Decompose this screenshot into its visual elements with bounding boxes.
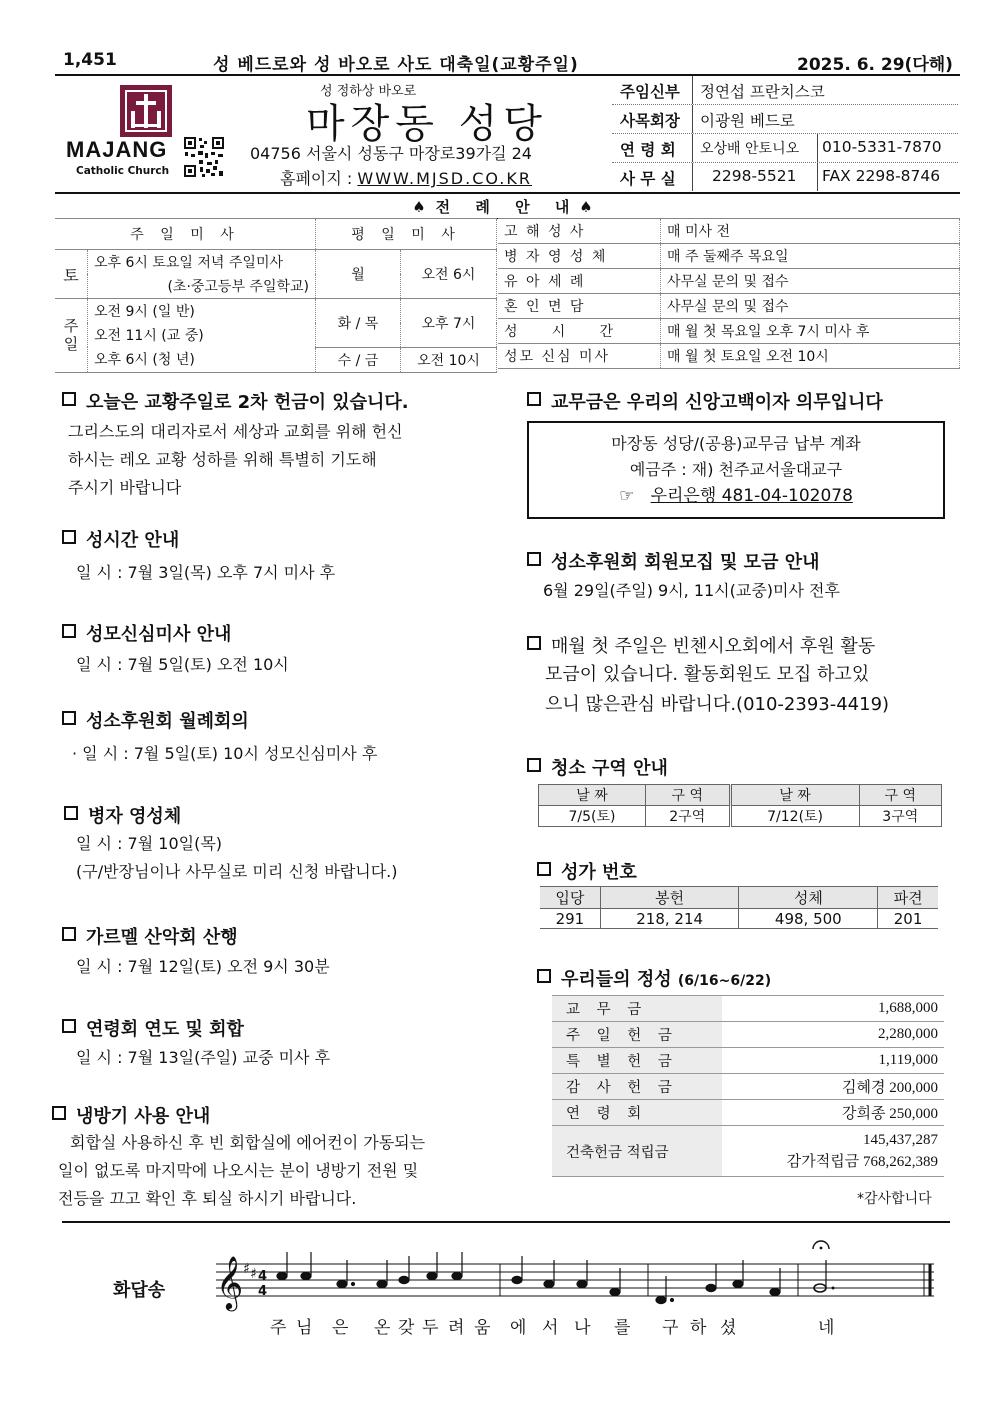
lyric-syllable: 움 bbox=[474, 1318, 491, 1338]
sunday-mass-header: 주 일 미 사 bbox=[55, 219, 316, 250]
church-logo bbox=[120, 85, 172, 137]
lyric-syllable: 셨 bbox=[720, 1318, 737, 1338]
saturday-label: 토 bbox=[55, 250, 88, 299]
lyric-syllable: 두 bbox=[422, 1318, 439, 1338]
mass-schedule-table bbox=[55, 218, 497, 373]
sacrament-name: 성 시 간 bbox=[498, 319, 661, 344]
saturday-mass: 오후 6시 토요일 저녁 주일미사 bbox=[88, 250, 316, 275]
thanks-note: *감사합니다 bbox=[857, 1191, 932, 1207]
svg-text:4: 4 bbox=[258, 1269, 268, 1284]
section-heading: 매월 첫 주일은 빈첸시오회에서 후원 활동 bbox=[527, 632, 875, 658]
section-heading: 성소후원회 월례회의 bbox=[62, 707, 249, 733]
liturgy-title-bar bbox=[55, 192, 960, 219]
staff-row bbox=[612, 105, 958, 134]
qr-code-icon[interactable] bbox=[183, 136, 225, 178]
music-score bbox=[212, 1240, 937, 1315]
staff-value: 이광원 베드로 bbox=[700, 112, 795, 130]
section-heading: 가르멜 산악회 산행 bbox=[62, 923, 238, 949]
section-heading: 성소후원회 회원모집 및 모금 안내 bbox=[527, 548, 820, 574]
section-body: 일 시 : 7월 5일(토) 오전 10시 bbox=[76, 655, 289, 674]
section-heading: 병자 영성체 bbox=[64, 802, 181, 828]
lyric-syllable: 은 bbox=[332, 1318, 349, 1338]
offering-amount: 2,280,000 bbox=[722, 1022, 944, 1048]
sacrament-info: 매 주 둘째주 목요일 bbox=[661, 244, 960, 269]
lyric-syllable: 를 bbox=[614, 1318, 631, 1338]
cleaning-table bbox=[538, 784, 942, 827]
staff-label: 사 무 실 bbox=[620, 170, 676, 188]
lyric-syllable: 네 bbox=[818, 1318, 835, 1338]
hymn-head: 입당 bbox=[540, 887, 600, 909]
account-box bbox=[527, 421, 945, 519]
section-body: 일 시 : 7월 3일(목) 오후 7시 미사 후 bbox=[76, 563, 336, 582]
svg-text:4: 4 bbox=[258, 1284, 268, 1299]
homepage-link[interactable]: WWW.MJSD.CO.KR bbox=[357, 169, 532, 188]
offering-type: 특 별 헌 금 bbox=[552, 1048, 722, 1074]
offering-amount: 1,119,000 bbox=[722, 1048, 944, 1074]
homepage-label: 홈페이지 : bbox=[280, 169, 358, 188]
section-heading: 성시간 안내 bbox=[62, 526, 179, 552]
sunday-label: 주일 bbox=[55, 299, 88, 373]
sunday-mass: 오전 9시 (일 반) bbox=[88, 299, 316, 324]
hymn-number: 218, 214 bbox=[600, 909, 739, 929]
staff-label: 사목회장 bbox=[620, 112, 680, 130]
top-bar bbox=[55, 50, 960, 74]
svg-text:♯: ♯ bbox=[243, 1261, 250, 1277]
sacrament-info: 매 월 첫 목요일 오후 7시 미사 후 bbox=[661, 319, 960, 344]
cleaning-head: 날 짜 bbox=[539, 785, 646, 806]
cleaning-head: 날 짜 bbox=[730, 785, 859, 806]
church-address: 04756 서울시 성동구 마장로39가길 24 bbox=[250, 144, 532, 163]
staff-info bbox=[612, 76, 958, 191]
lyric-syllable: 서 bbox=[542, 1318, 559, 1338]
staff-fax: FAX 2298-8746 bbox=[822, 167, 941, 185]
offering-amount: 1,688,000 bbox=[722, 996, 944, 1022]
brand-name: MAJANG bbox=[66, 137, 168, 162]
offering-amount: 김혜경 200,000 bbox=[722, 1074, 944, 1100]
section-heading: 연령회 연도 및 회합 bbox=[62, 1015, 244, 1041]
section-body: 일 시 : 7월 12일(토) 오전 9시 30분 bbox=[76, 957, 330, 976]
section-body: 일 시 : 7월 13일(주일) 교중 미사 후 bbox=[76, 1048, 331, 1067]
staff-value: 정연섭 프란치스코 bbox=[700, 83, 825, 101]
section-body: 6월 29일(주일) 9시, 11시(교중)미사 전후 bbox=[543, 581, 840, 600]
lyric-syllable: 나 bbox=[574, 1318, 591, 1338]
staff-phone: 010-5331-7870 bbox=[822, 138, 942, 156]
staff-row bbox=[612, 76, 958, 105]
offering-type: 교 무 금 bbox=[552, 996, 722, 1022]
cleaning-cell: 2구역 bbox=[645, 806, 730, 827]
lyric-syllable: 구 bbox=[662, 1318, 679, 1338]
offering-type: 주 일 헌 금 bbox=[552, 1022, 722, 1048]
section-body: 회합실 사용하신 후 빈 회합실에 에어컨이 가동되는 일이 없도록 마지막에 나오시는 분이 냉방기 전원 및 전등을 끄고 확인 후 퇴실 하시기 바랍니다. bbox=[58, 1133, 426, 1208]
sunday-mass: 오전 11시 (교 중) bbox=[88, 323, 316, 347]
sacrament-table bbox=[498, 218, 960, 369]
cleaning-head: 구 역 bbox=[859, 785, 941, 806]
saturday-mass-note: (초·중고등부 주일학교) bbox=[88, 274, 316, 299]
building-fund-label: 건축헌금 적립금 bbox=[552, 1126, 722, 1177]
cleaning-cell: 7/12(토) bbox=[730, 806, 859, 827]
section-body: 모금이 있습니다. 활동회원도 모집 하고있 으니 많은관심 바랍니다.(010-2393-4419) bbox=[545, 664, 890, 715]
lyric-syllable: 려 bbox=[448, 1318, 465, 1338]
hymn-table bbox=[540, 886, 938, 929]
weekday-mass-header: 평 일 미 사 bbox=[316, 219, 497, 250]
section-heading: 냉방기 사용 안내 bbox=[52, 1102, 210, 1128]
staff-row bbox=[612, 134, 958, 163]
section-heading: 교무금은 우리의 신앙고백이자 의무입니다 bbox=[527, 388, 883, 414]
weekday-wed-time: 오전 10시 bbox=[401, 347, 497, 372]
lyric-syllable: 에 bbox=[510, 1318, 527, 1338]
sacrament-name: 유 아 세 례 bbox=[498, 269, 661, 294]
svg-text:𝄞: 𝄞 bbox=[216, 1255, 244, 1309]
cleaning-cell: 3구역 bbox=[859, 806, 941, 827]
staff-label: 연 령 회 bbox=[620, 141, 676, 159]
hymn-head: 봉헌 bbox=[600, 887, 739, 909]
hymn-number: 498, 500 bbox=[739, 909, 878, 929]
section-heading: 성모신심미사 안내 bbox=[62, 620, 231, 646]
staff-row bbox=[612, 163, 958, 191]
section-heading: 성가 번호 bbox=[537, 858, 637, 884]
hymn-head: 성체 bbox=[739, 887, 878, 909]
account-holder: 예금주 : 재) 천주교서울대교구 bbox=[629, 460, 843, 479]
lyric-syllable: 갖 bbox=[398, 1318, 415, 1338]
staff-value: 2298-5521 bbox=[712, 167, 797, 185]
church-patron: 성 정하상 바오로 bbox=[320, 84, 417, 99]
weekday-tue-time: 오후 7시 bbox=[401, 299, 497, 348]
sunday-mass: 오후 6시 (청 년) bbox=[88, 347, 316, 372]
cleaning-cell: 7/5(토) bbox=[539, 806, 646, 827]
section-heading: 우리들의 정성 (6/16~6/22) bbox=[537, 965, 771, 991]
hymn-number: 291 bbox=[540, 909, 600, 929]
offering-amount: 강희종 250,000 bbox=[722, 1100, 944, 1126]
sacrament-info: 매 미사 전 bbox=[661, 219, 960, 244]
staff-value: 오상배 안토니오 bbox=[700, 141, 800, 157]
lyric-syllable: 주 bbox=[270, 1318, 287, 1338]
issue-date: 2025. 6. 29(다해) bbox=[797, 55, 953, 75]
section-body: 그리스도의 대리자로서 세상과 교회를 위해 헌신 하시는 레오 교황 성하를 위해 특별히 기도해 주시기 바랍니다 bbox=[68, 422, 403, 497]
sacrament-name: 병 자 영 성 체 bbox=[498, 244, 661, 269]
staff-label: 주임신부 bbox=[620, 83, 680, 101]
section-body: · 일 시 : 7월 5일(토) 10시 성모신심미사 후 bbox=[72, 744, 378, 763]
pointing-hand-icon: ☞ bbox=[619, 486, 635, 506]
lyric-syllable: 님 bbox=[296, 1318, 313, 1338]
section-heading: 청소 구역 안내 bbox=[527, 754, 668, 780]
sacrament-name: 혼 인 면 담 bbox=[498, 294, 661, 319]
weekday-wed: 수 / 금 bbox=[316, 347, 401, 372]
homepage bbox=[280, 166, 532, 189]
church-name: 마장동 성당 bbox=[306, 101, 548, 147]
sacrament-info: 매 월 첫 토요일 오전 10시 bbox=[661, 344, 960, 369]
weekday-mon: 월 bbox=[316, 250, 401, 299]
lyric-syllable: 온 bbox=[374, 1318, 391, 1338]
sacrament-name: 성모 신심 미사 bbox=[498, 344, 661, 369]
feast-title: 성 베드로와 성 바오로 사도 대축일(교황주일) bbox=[213, 55, 579, 75]
sacrament-name: 고 해 성 사 bbox=[498, 219, 661, 244]
brand-subtitle: Catholic Church bbox=[76, 165, 170, 177]
offering-type: 연 령 회 bbox=[552, 1100, 722, 1126]
offering-table bbox=[552, 995, 944, 1177]
divider bbox=[62, 1221, 950, 1223]
weekday-mon-time: 오전 6시 bbox=[401, 250, 497, 299]
liturgy-title: ♠전 례 안 내♠ bbox=[412, 198, 603, 216]
section-heading: 오늘은 교황주일로 2차 헌금이 있습니다. bbox=[62, 388, 409, 414]
cleaning-head: 구 역 bbox=[645, 785, 730, 806]
building-fund-amount: 145,437,287 감가적립금 768,262,389 bbox=[722, 1126, 944, 1177]
weekday-tue: 화 / 목 bbox=[316, 299, 401, 348]
account-number: 우리은행 481-04-102078 bbox=[650, 486, 853, 506]
offering-type: 감 사 헌 금 bbox=[552, 1074, 722, 1100]
offering-period: (6/16~6/22) bbox=[677, 973, 772, 989]
hymn-number: 201 bbox=[878, 909, 938, 929]
sacrament-info: 사무실 문의 및 접수 bbox=[661, 294, 960, 319]
lyric-syllable: 하 bbox=[690, 1318, 707, 1338]
responsorial-psalm-label: 화답송 bbox=[113, 1280, 166, 1301]
section-body: 일 시 : 7월 10일(목) (구/반장님이나 사무실로 미리 신청 바랍니다.) bbox=[76, 834, 398, 881]
svg-text:♯: ♯ bbox=[250, 1266, 257, 1282]
hymn-head: 파견 bbox=[878, 887, 938, 909]
sacrament-info: 사무실 문의 및 접수 bbox=[661, 269, 960, 294]
account-title: 마장동 성당/(공용)교무금 납부 계좌 bbox=[611, 434, 861, 453]
account-number-line bbox=[529, 483, 943, 509]
issue-number: 1,451 bbox=[63, 50, 117, 70]
